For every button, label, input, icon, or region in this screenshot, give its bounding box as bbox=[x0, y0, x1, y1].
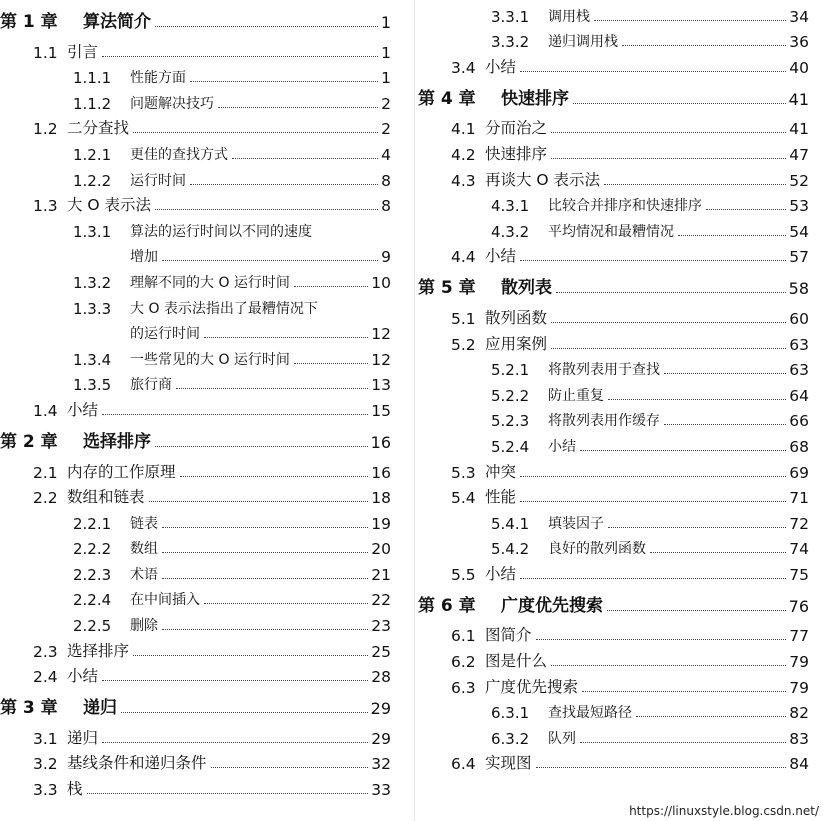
toc-subsection[interactable] bbox=[418, 430, 809, 456]
entry-number: 2.2.2 bbox=[73, 540, 112, 559]
entry-page-number: 29 bbox=[371, 729, 391, 748]
toc-section[interactable] bbox=[418, 164, 809, 190]
entry-number: 第 1 章 bbox=[0, 12, 58, 32]
dot-leader bbox=[155, 26, 378, 27]
entry-page-number: 28 bbox=[371, 668, 391, 687]
entry-title: 广度优先搜索 bbox=[501, 595, 603, 616]
toc-subsection[interactable] bbox=[0, 164, 391, 190]
entry-number: 5.3 bbox=[451, 463, 476, 482]
column-divider bbox=[414, 0, 415, 821]
entry-page-number: 72 bbox=[789, 514, 809, 533]
entry-page-number: 1 bbox=[381, 69, 391, 88]
toc-chapter[interactable] bbox=[418, 592, 809, 616]
entry-page-number: 34 bbox=[789, 7, 809, 26]
toc-subsection[interactable] bbox=[0, 533, 391, 559]
entry-title: 应用案例 bbox=[485, 334, 548, 353]
dot-leader bbox=[155, 446, 368, 447]
dot-leader bbox=[551, 158, 786, 159]
entry-title: 小结 bbox=[67, 400, 99, 419]
entry-title: 小结 bbox=[485, 247, 517, 266]
dot-leader bbox=[607, 610, 786, 611]
entry-title: 在中间插入 bbox=[130, 592, 200, 609]
entry-number: 2.1 bbox=[33, 463, 58, 482]
entry-number: 1.3.4 bbox=[73, 350, 112, 369]
watermark: https://linuxstyle.blog.csdn.net/ bbox=[629, 804, 819, 818]
toc-chapter[interactable] bbox=[0, 694, 391, 718]
dot-leader bbox=[678, 235, 786, 236]
dot-leader bbox=[190, 184, 378, 185]
toc-left-column bbox=[0, 0, 411, 821]
entry-title: 大 O 表示法指出了最糟情况下 bbox=[130, 300, 318, 317]
entry-number: 6.1 bbox=[451, 627, 476, 646]
entry-title: 将散列表用于查找 bbox=[548, 362, 660, 379]
entry-number: 第 3 章 bbox=[0, 698, 58, 719]
entry-page-number: 58 bbox=[788, 279, 809, 299]
entry-page-number: 10 bbox=[371, 273, 391, 292]
entry-title: 快速排序 bbox=[485, 144, 548, 163]
entry-title: 防止重复 bbox=[548, 387, 604, 404]
entry-page-number: 52 bbox=[789, 171, 809, 190]
entry-title: 递归 bbox=[83, 698, 117, 719]
toc-section[interactable] bbox=[418, 138, 809, 164]
entry-number: 3.3.1 bbox=[491, 7, 530, 26]
dot-leader bbox=[155, 209, 378, 210]
toc-section[interactable] bbox=[418, 51, 809, 77]
entry-number: 5.2.3 bbox=[491, 412, 530, 431]
entry-number: 5.4.1 bbox=[491, 514, 530, 533]
entry-page-number: 25 bbox=[371, 642, 391, 661]
toc-section[interactable] bbox=[418, 482, 809, 508]
entry-page-number: 12 bbox=[371, 325, 391, 344]
entry-number: 5.2.4 bbox=[491, 437, 530, 456]
dot-leader bbox=[162, 527, 368, 528]
toc-subsection[interactable] bbox=[418, 190, 809, 216]
toc-section[interactable] bbox=[418, 671, 809, 697]
toc-section[interactable] bbox=[418, 645, 809, 671]
dot-leader bbox=[133, 655, 368, 656]
toc-chapter[interactable] bbox=[0, 8, 391, 32]
toc-section[interactable] bbox=[0, 190, 391, 216]
toc-subsection[interactable] bbox=[0, 609, 391, 635]
entry-page-number: 63 bbox=[789, 335, 809, 354]
dot-leader bbox=[573, 103, 786, 104]
dot-leader bbox=[594, 20, 786, 21]
entry-page-number: 53 bbox=[789, 197, 809, 216]
entry-page-number: 41 bbox=[789, 120, 809, 139]
dot-leader bbox=[551, 322, 786, 323]
entry-page-number: 8 bbox=[381, 171, 391, 190]
entry-page-number: 69 bbox=[789, 463, 809, 482]
toc-section[interactable] bbox=[418, 241, 809, 267]
toc-section[interactable] bbox=[0, 773, 391, 799]
entry-page-number: 60 bbox=[789, 309, 809, 328]
entry-number: 1.1 bbox=[33, 43, 58, 62]
dot-leader bbox=[536, 767, 787, 768]
toc-subsection[interactable] bbox=[418, 354, 809, 380]
toc-subsection[interactable] bbox=[418, 405, 809, 431]
entry-title: 旅行商 bbox=[130, 377, 172, 394]
dot-leader bbox=[608, 527, 786, 528]
toc-section[interactable] bbox=[0, 635, 391, 661]
dot-leader bbox=[608, 399, 786, 400]
entry-page-number: 15 bbox=[371, 401, 391, 420]
entry-page-number: 71 bbox=[789, 489, 809, 508]
entry-page-number: 19 bbox=[371, 514, 391, 533]
toc-subsection[interactable] bbox=[0, 292, 391, 343]
dot-leader bbox=[162, 629, 368, 630]
toc-chapter[interactable] bbox=[418, 85, 809, 109]
dot-leader bbox=[102, 680, 368, 681]
entry-number: 2.2.5 bbox=[73, 617, 112, 636]
entry-number: 2.4 bbox=[33, 668, 58, 687]
toc-subsection[interactable] bbox=[0, 266, 391, 292]
toc-section[interactable] bbox=[0, 456, 391, 482]
entry-title: 递归调用栈 bbox=[548, 34, 618, 51]
entry-number: 1.2.2 bbox=[73, 171, 112, 190]
entry-title: 栈 bbox=[67, 780, 83, 799]
toc-section[interactable] bbox=[418, 748, 809, 774]
entry-number: 2.2.3 bbox=[73, 565, 112, 584]
entry-title: 更佳的查找方式 bbox=[130, 146, 228, 163]
entry-number: 4.2 bbox=[451, 145, 476, 164]
toc-subsection[interactable] bbox=[0, 215, 391, 266]
entry-title: 小结 bbox=[485, 57, 517, 76]
dot-leader bbox=[294, 286, 368, 287]
dot-leader bbox=[294, 363, 368, 364]
entry-page-number: 54 bbox=[789, 222, 809, 241]
entry-page-number: 20 bbox=[371, 540, 391, 559]
toc-section[interactable] bbox=[0, 113, 391, 139]
entry-title: 性能 bbox=[485, 488, 517, 507]
dot-leader bbox=[622, 45, 786, 46]
entry-title: 队列 bbox=[548, 730, 576, 747]
entry-title: 实现图 bbox=[485, 754, 532, 773]
entry-number: 2.2 bbox=[33, 489, 58, 508]
entry-page-number: 32 bbox=[371, 755, 391, 774]
entry-title: 大 O 表示法 bbox=[67, 196, 152, 215]
toc-section[interactable] bbox=[0, 748, 391, 774]
toc-subsection[interactable] bbox=[418, 697, 809, 723]
entry-page-number: 36 bbox=[789, 33, 809, 52]
toc-section[interactable] bbox=[418, 113, 809, 139]
dot-leader bbox=[536, 639, 787, 640]
entry-number: 第 5 章 bbox=[418, 278, 476, 299]
dot-leader bbox=[102, 414, 368, 415]
entry-number: 5.4.2 bbox=[491, 540, 530, 559]
entry-title: 散列函数 bbox=[485, 308, 548, 327]
dot-leader bbox=[520, 260, 786, 261]
entry-page-number: 8 bbox=[381, 197, 391, 216]
entry-page-number: 47 bbox=[789, 145, 809, 164]
entry-title: 平均情况和最糟情况 bbox=[548, 223, 674, 240]
entry-number: 4.4 bbox=[451, 248, 476, 267]
entry-page-number: 76 bbox=[788, 596, 809, 616]
entry-title: 性能方面 bbox=[130, 70, 186, 87]
toc-subsection[interactable] bbox=[0, 87, 391, 113]
entry-number: 5.2 bbox=[451, 335, 476, 354]
entry-number: 6.3.1 bbox=[491, 704, 530, 723]
entry-page-number: 79 bbox=[789, 653, 809, 672]
entry-number: 4.1 bbox=[451, 120, 476, 139]
entry-number: 1.3.3 bbox=[73, 299, 112, 318]
entry-title: 内存的工作原理 bbox=[67, 462, 176, 481]
entry-page-number: 22 bbox=[371, 591, 391, 610]
entry-title: 分而治之 bbox=[485, 119, 548, 138]
entry-page-number: 33 bbox=[371, 781, 391, 800]
entry-title: 数组 bbox=[130, 541, 158, 558]
entry-page-number: 82 bbox=[789, 704, 809, 723]
entry-number: 5.2.2 bbox=[491, 386, 530, 405]
entry-number: 3.1 bbox=[33, 729, 58, 748]
entry-title: 图简介 bbox=[485, 626, 532, 645]
entry-number: 6.2 bbox=[451, 653, 476, 672]
entry-number: 第 6 章 bbox=[418, 595, 476, 616]
entry-page-number: 84 bbox=[789, 755, 809, 774]
entry-title-continued: 的运行时间 bbox=[130, 326, 200, 343]
entry-title: 小结 bbox=[548, 438, 576, 455]
toc-chapter[interactable] bbox=[418, 274, 809, 298]
entry-number: 第 2 章 bbox=[0, 431, 58, 452]
entry-title: 广度优先搜索 bbox=[485, 677, 579, 696]
dot-leader bbox=[582, 691, 786, 692]
toc-subsection[interactable] bbox=[0, 62, 391, 88]
entry-number: 2.2.1 bbox=[73, 514, 112, 533]
entry-title: 调用栈 bbox=[548, 8, 590, 25]
entry-number: 3.3 bbox=[33, 781, 58, 800]
entry-title: 链表 bbox=[130, 515, 158, 532]
toc-subsection[interactable] bbox=[0, 369, 391, 395]
toc-subsection[interactable] bbox=[418, 379, 809, 405]
dot-leader bbox=[204, 603, 368, 604]
dot-leader bbox=[520, 501, 786, 502]
dot-leader bbox=[664, 373, 786, 374]
entry-page-number: 13 bbox=[371, 376, 391, 395]
entry-number: 第 4 章 bbox=[418, 88, 476, 109]
dot-leader bbox=[190, 81, 378, 82]
entry-title: 问题解决技巧 bbox=[130, 95, 214, 112]
entry-title: 填装因子 bbox=[548, 515, 604, 532]
toc-right-column bbox=[418, 0, 823, 821]
entry-number: 1.3.1 bbox=[73, 222, 112, 241]
entry-title: 算法的运行时间以不同的速度 bbox=[130, 223, 312, 240]
entry-page-number: 40 bbox=[789, 58, 809, 77]
entry-number: 6.3 bbox=[451, 678, 476, 697]
toc-section[interactable] bbox=[0, 722, 391, 748]
entry-page-number: 4 bbox=[381, 145, 391, 164]
toc-section[interactable] bbox=[418, 328, 809, 354]
entry-page-number: 74 bbox=[789, 540, 809, 559]
entry-page-number: 21 bbox=[371, 565, 391, 584]
entry-number: 4.3.2 bbox=[491, 222, 530, 241]
entry-number: 3.4 bbox=[451, 58, 476, 77]
entry-page-number: 77 bbox=[789, 627, 809, 646]
entry-title: 小结 bbox=[485, 564, 517, 583]
entry-title: 再谈大 O 表示法 bbox=[485, 170, 601, 189]
entry-page-number: 63 bbox=[789, 361, 809, 380]
toc-chapter[interactable] bbox=[0, 428, 391, 452]
toc-section[interactable] bbox=[418, 456, 809, 482]
entry-number: 1.4 bbox=[33, 401, 58, 420]
entry-title: 查找最短路径 bbox=[548, 705, 632, 722]
toc-subsection[interactable] bbox=[0, 558, 391, 584]
entry-title: 良好的散列函数 bbox=[548, 541, 646, 558]
dot-leader bbox=[650, 552, 786, 553]
dot-leader bbox=[664, 424, 786, 425]
entry-page-number: 12 bbox=[371, 350, 391, 369]
entry-number: 4.3.1 bbox=[491, 197, 530, 216]
toc-section[interactable] bbox=[0, 661, 391, 687]
entry-page-number: 57 bbox=[789, 248, 809, 267]
dot-leader bbox=[162, 260, 378, 261]
toc-section[interactable] bbox=[0, 394, 391, 420]
entry-title: 选择排序 bbox=[83, 431, 151, 452]
entry-page-number: 1 bbox=[380, 13, 391, 32]
dot-leader bbox=[204, 337, 368, 338]
dot-leader bbox=[604, 184, 786, 185]
dot-leader bbox=[162, 578, 368, 579]
toc-section[interactable] bbox=[0, 482, 391, 508]
dot-leader bbox=[556, 292, 786, 293]
entry-title: 引言 bbox=[67, 42, 99, 61]
entry-title: 基线条件和递归条件 bbox=[67, 754, 207, 773]
dot-leader bbox=[232, 158, 378, 159]
toc-subsection[interactable] bbox=[418, 0, 809, 26]
entry-page-number: 2 bbox=[381, 120, 391, 139]
entry-number: 3.3.2 bbox=[491, 33, 530, 52]
entry-number: 6.4 bbox=[451, 755, 476, 774]
entry-number: 3.2 bbox=[33, 755, 58, 774]
dot-leader bbox=[149, 501, 369, 502]
toc-section[interactable] bbox=[418, 558, 809, 584]
dot-leader bbox=[102, 56, 378, 57]
entry-title: 选择排序 bbox=[67, 641, 130, 660]
dot-leader bbox=[551, 665, 786, 666]
entry-page-number: 16 bbox=[370, 432, 391, 452]
entry-title: 二分查找 bbox=[67, 119, 130, 138]
dot-leader bbox=[218, 107, 378, 108]
entry-number: 6.3.2 bbox=[491, 729, 530, 748]
entry-title: 算法简介 bbox=[83, 12, 151, 32]
toc-section[interactable] bbox=[418, 302, 809, 328]
toc-section[interactable] bbox=[418, 620, 809, 646]
entry-title: 比较合并排序和快速排序 bbox=[548, 198, 702, 215]
entry-number: 1.3.5 bbox=[73, 376, 112, 395]
entry-title: 一些常见的大 O 运行时间 bbox=[130, 351, 290, 368]
entry-number: 1.2 bbox=[33, 120, 58, 139]
dot-leader bbox=[520, 71, 786, 72]
toc-subsection[interactable] bbox=[418, 722, 809, 748]
entry-title: 图是什么 bbox=[485, 652, 548, 671]
dot-leader bbox=[580, 742, 786, 743]
toc-subsection[interactable] bbox=[418, 533, 809, 559]
dot-leader bbox=[551, 348, 786, 349]
dot-leader bbox=[636, 716, 786, 717]
dot-leader bbox=[133, 132, 378, 133]
entry-page-number: 9 bbox=[381, 248, 391, 267]
entry-page-number: 16 bbox=[371, 463, 391, 482]
dot-leader bbox=[706, 209, 786, 210]
entry-title: 散列表 bbox=[501, 278, 552, 299]
dot-leader bbox=[520, 578, 786, 579]
entry-title: 递归 bbox=[67, 728, 99, 747]
dot-leader bbox=[87, 793, 369, 794]
toc-subsection[interactable] bbox=[0, 507, 391, 533]
toc-section[interactable] bbox=[0, 36, 391, 62]
toc-subsection[interactable] bbox=[418, 215, 809, 241]
entry-title: 理解不同的大 O 运行时间 bbox=[130, 274, 290, 291]
dot-leader bbox=[102, 742, 368, 743]
entry-number: 4.3 bbox=[451, 171, 476, 190]
entry-title: 术语 bbox=[130, 566, 158, 583]
dot-leader bbox=[551, 132, 786, 133]
entry-number: 1.3.2 bbox=[73, 273, 112, 292]
entry-title: 快速排序 bbox=[501, 88, 569, 109]
toc-subsection[interactable] bbox=[418, 26, 809, 52]
toc-subsection[interactable] bbox=[0, 138, 391, 164]
entry-page-number: 79 bbox=[789, 678, 809, 697]
entry-page-number: 29 bbox=[370, 699, 391, 719]
toc-subsection[interactable] bbox=[418, 507, 809, 533]
entry-page-number: 23 bbox=[371, 617, 391, 636]
entry-number: 2.2.4 bbox=[73, 591, 112, 610]
entry-title: 运行时间 bbox=[130, 172, 186, 189]
entry-number: 5.1 bbox=[451, 309, 476, 328]
toc-subsection[interactable] bbox=[0, 584, 391, 610]
entry-number: 5.4 bbox=[451, 489, 476, 508]
dot-leader bbox=[121, 712, 368, 713]
dot-leader bbox=[211, 767, 369, 768]
entry-number: 2.3 bbox=[33, 642, 58, 661]
entry-number: 5.5 bbox=[451, 565, 476, 584]
entry-number: 1.1.1 bbox=[73, 69, 112, 88]
entry-page-number: 1 bbox=[381, 43, 391, 62]
entry-title: 数组和链表 bbox=[67, 488, 145, 507]
entry-number: 1.2.1 bbox=[73, 145, 112, 164]
entry-title: 将散列表用作缓存 bbox=[548, 413, 660, 430]
entry-page-number: 64 bbox=[789, 386, 809, 405]
dot-leader bbox=[162, 552, 368, 553]
entry-number: 1.1.2 bbox=[73, 94, 112, 113]
entry-page-number: 18 bbox=[371, 489, 391, 508]
entry-title: 删除 bbox=[130, 618, 158, 635]
entry-title: 冲突 bbox=[485, 462, 517, 481]
entry-page-number: 2 bbox=[381, 94, 391, 113]
entry-number: 5.2.1 bbox=[491, 361, 530, 380]
dot-leader bbox=[180, 476, 369, 477]
dot-leader bbox=[176, 388, 368, 389]
entry-number: 1.3 bbox=[33, 197, 58, 216]
entry-page-number: 68 bbox=[789, 437, 809, 456]
dot-leader bbox=[520, 476, 786, 477]
entry-page-number: 66 bbox=[789, 412, 809, 431]
entry-page-number: 83 bbox=[789, 729, 809, 748]
entry-page-number: 41 bbox=[788, 89, 809, 109]
entry-title-continued: 增加 bbox=[130, 249, 158, 266]
dot-leader bbox=[580, 450, 786, 451]
entry-page-number: 75 bbox=[789, 565, 809, 584]
entry-title: 小结 bbox=[67, 667, 99, 686]
toc-subsection[interactable] bbox=[0, 343, 391, 369]
